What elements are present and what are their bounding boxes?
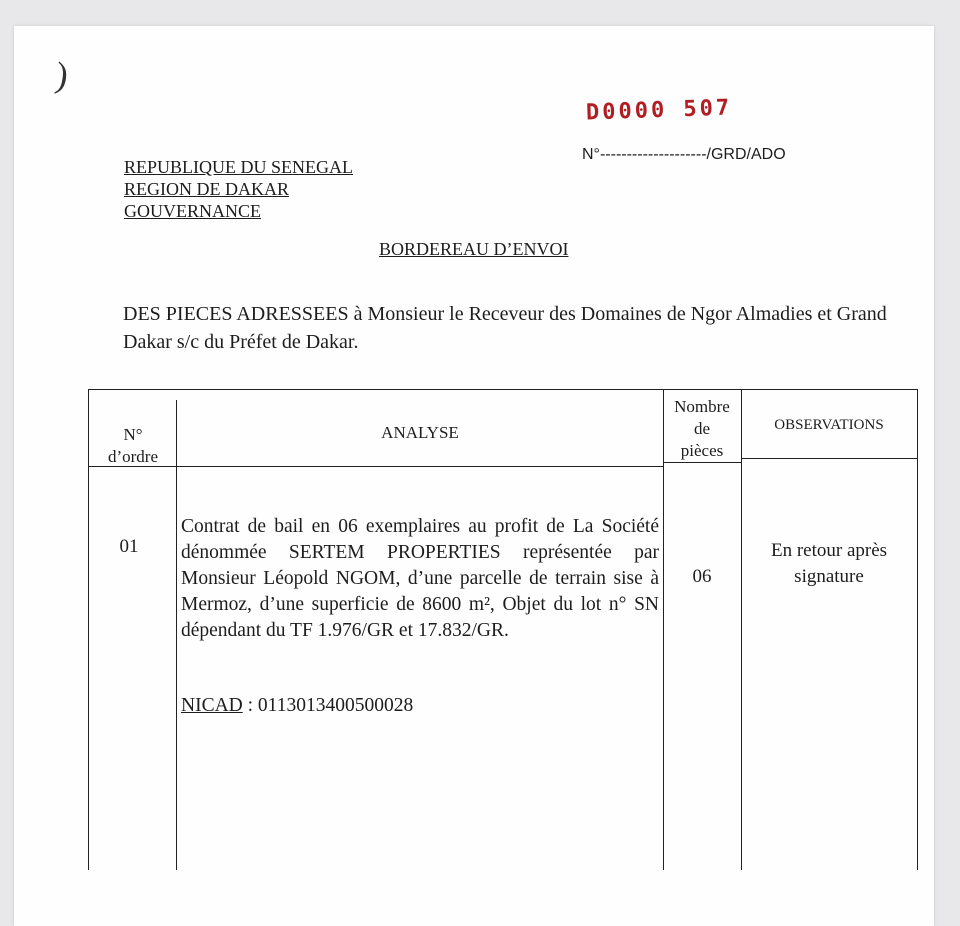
row-analysis: Contrat de bail en 06 exemplaires au profit de La Société dénommée SERTEM PROPERTIES représentée par Monsieur Léopold NGOM, d’une parcelle de terrain sise à Mermoz, d’une superficie de 8600 m², Objet du lot n° SN dépendant du TF 1.976/GR et 17.832/GR.: [181, 516, 659, 641]
header-order: [89, 424, 177, 468]
row-nicad: [181, 695, 413, 717]
row-count: 06: [692, 566, 712, 587]
nicad-value: : 0113013400500028: [242, 695, 414, 716]
column-divider-3: [741, 390, 742, 870]
addressee-paragraph: DES PIECES ADRESSEES à Monsieur le Receveur des Domaines de Ngor Almadies et Grand Dakar s/c du Préfet de Dakar.: [123, 303, 887, 353]
nicad-label: NICAD: [181, 695, 243, 716]
row-order: 01: [119, 536, 139, 557]
issuer-header: [124, 156, 353, 222]
observations-line1: En retour après: [770, 540, 888, 561]
document-title: BORDEREAU D’ENVOI: [379, 239, 569, 259]
column-divider-1: [176, 400, 177, 870]
reference-number: N°--------------------/GRD/ADO: [582, 146, 786, 163]
handwritten-mark: ): [53, 54, 71, 96]
header-analysis: ANALYSE: [381, 423, 459, 442]
header-divider-count: [663, 462, 741, 463]
row-observations: [741, 538, 917, 590]
header-divider-analysis: [177, 466, 663, 467]
header-divider-obs: [741, 458, 917, 459]
dispatch-table: [88, 389, 918, 870]
header-order-line1: N°: [123, 425, 143, 444]
header-observations: OBSERVATIONS: [774, 417, 884, 433]
header-republic: REPUBLIQUE DU SENEGAL: [124, 157, 353, 177]
header-governance: GOUVERNANCE: [124, 201, 261, 221]
header-count-line2: de: [693, 419, 711, 438]
header-count-line1: Nombre: [674, 397, 730, 416]
header-order-line2: d’ordre: [107, 447, 159, 466]
observations-line2: signature: [794, 566, 864, 587]
header-count: [663, 396, 741, 462]
header-count-line3: pièces: [680, 441, 724, 460]
stamp-number: D0000 507: [585, 95, 733, 126]
header-region: REGION DE DAKAR: [124, 179, 289, 199]
